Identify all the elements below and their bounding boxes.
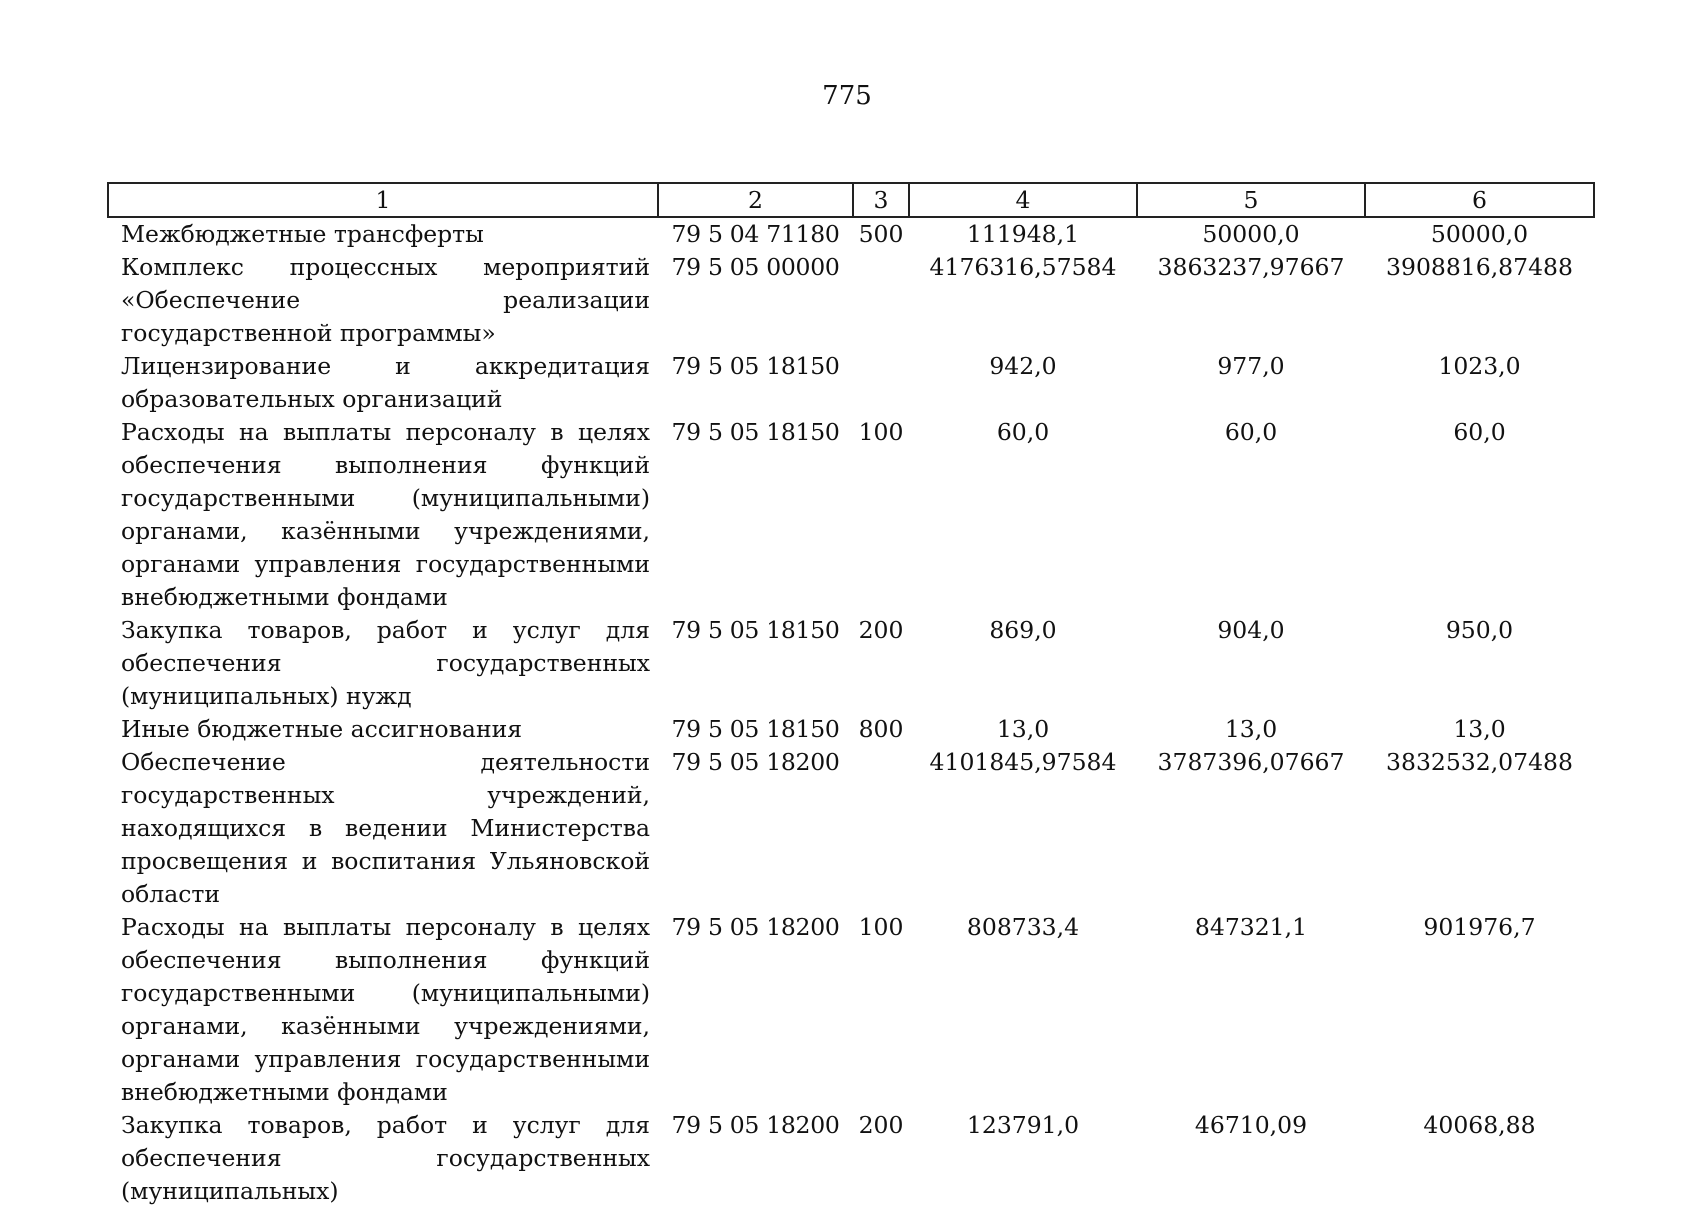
row-value-6: 40068,88	[1423, 1111, 1536, 1139]
row-target-code: 79 5 05 18150	[671, 418, 840, 446]
row-target-code: 79 5 05 18200	[671, 1111, 840, 1139]
row-value-6: 950,0	[1445, 616, 1514, 644]
row-expense-type	[853, 350, 909, 416]
row-expense-type: 500	[858, 220, 904, 248]
row-expense-type	[853, 746, 909, 911]
row-value-6: 3908816,87488	[1386, 253, 1573, 281]
row-name: Закупка товаров, работ и услуг для обеспечения государственных (муниципальных) нужд	[121, 616, 650, 710]
row-value-4: 869,0	[989, 616, 1057, 644]
row-value-6: 50000,0	[1430, 220, 1529, 248]
row-value-5: 46710,09	[1194, 1111, 1308, 1139]
row-name: Лицензирование и аккредитация образовательных организаций	[121, 352, 650, 413]
row-value-6: 901976,7	[1423, 913, 1536, 941]
row-name: Комплекс процессных мероприятий «Обеспечение реализации государственной программы»	[121, 253, 650, 347]
table-row	[108, 350, 1594, 416]
row-value-4: 808733,4	[966, 913, 1080, 941]
table-row	[108, 614, 1594, 713]
column-header-4: 4	[909, 183, 1137, 217]
column-header-5: 5	[1137, 183, 1365, 217]
column-header-6: 6	[1365, 183, 1594, 217]
row-expense-type: 100	[858, 418, 904, 446]
row-value-5: 50000,0	[1202, 220, 1300, 248]
row-value-5: 904,0	[1217, 616, 1285, 644]
row-value-6: 3832532,07488	[1386, 748, 1573, 776]
row-value-5: 977,0	[1217, 352, 1285, 380]
row-value-5: 3863237,97667	[1157, 253, 1345, 281]
row-target-code: 79 5 04 71180	[671, 220, 840, 248]
row-target-code: 79 5 05 18200	[671, 748, 840, 776]
row-name: Расходы на выплаты персоналу в целях обеспечения выполнения функций государственными (муниципальными) органами, казёнными учреждениями, органами управления государственными внебюджетными фондами	[121, 418, 650, 611]
row-value-4: 942,0	[989, 352, 1057, 380]
row-name: Закупка товаров, работ и услуг для обеспечения государственных (муниципальных)	[121, 1111, 650, 1205]
row-value-6: 60,0	[1453, 418, 1506, 446]
row-expense-type	[853, 251, 909, 350]
row-target-code: 79 5 05 00000	[671, 253, 840, 281]
table-row	[108, 911, 1594, 1109]
table-row	[108, 1109, 1594, 1208]
column-header-1: 1	[108, 183, 658, 217]
row-value-5: 3787396,07667	[1157, 748, 1345, 776]
row-value-6: 13,0	[1453, 715, 1506, 743]
row-value-5: 13,0	[1224, 715, 1278, 743]
row-name: Расходы на выплаты персоналу в целях обеспечения выполнения функций государственными (муниципальными) органами, казёнными учреждениями, органами управления государственными внебюджетными фондами	[121, 913, 650, 1106]
row-value-4: 13,0	[996, 715, 1050, 743]
row-expense-type: 200	[858, 616, 904, 644]
table-row	[108, 251, 1594, 350]
row-name: Обеспечение деятельности государственных учреждений, находящихся в ведении Министерства просвещения и воспитания Ульяновской области	[121, 748, 650, 908]
table-header	[108, 183, 1594, 217]
table-row	[108, 217, 1594, 251]
row-value-5: 847321,1	[1194, 913, 1308, 941]
row-expense-type: 100	[858, 913, 904, 941]
row-expense-type: 200	[858, 1111, 904, 1139]
table-row	[108, 713, 1594, 746]
header-row	[108, 183, 1594, 217]
row-name: Межбюджетные трансферты	[121, 220, 484, 248]
column-header-2: 2	[658, 183, 853, 217]
budget-table	[107, 182, 1595, 1208]
table-row	[108, 746, 1594, 911]
table-body	[108, 217, 1594, 1208]
table-row	[108, 416, 1594, 614]
row-value-4: 4176316,57584	[929, 253, 1117, 281]
row-target-code: 79 5 05 18150	[671, 352, 840, 380]
row-target-code: 79 5 05 18150	[671, 616, 840, 644]
column-header-3: 3	[853, 183, 909, 217]
row-value-6: 1023,0	[1438, 352, 1521, 380]
row-name: Иные бюджетные ассигнования	[121, 715, 523, 743]
row-value-5: 60,0	[1224, 418, 1278, 446]
row-target-code: 79 5 05 18150	[671, 715, 840, 743]
row-value-4: 123791,0	[966, 1111, 1080, 1139]
page-number: 775	[822, 81, 872, 111]
row-value-4: 111948,1	[966, 220, 1080, 248]
row-expense-type: 800	[858, 715, 904, 743]
row-target-code: 79 5 05 18200	[671, 913, 840, 941]
row-value-4: 4101845,97584	[929, 748, 1117, 776]
row-value-4: 60,0	[996, 418, 1050, 446]
